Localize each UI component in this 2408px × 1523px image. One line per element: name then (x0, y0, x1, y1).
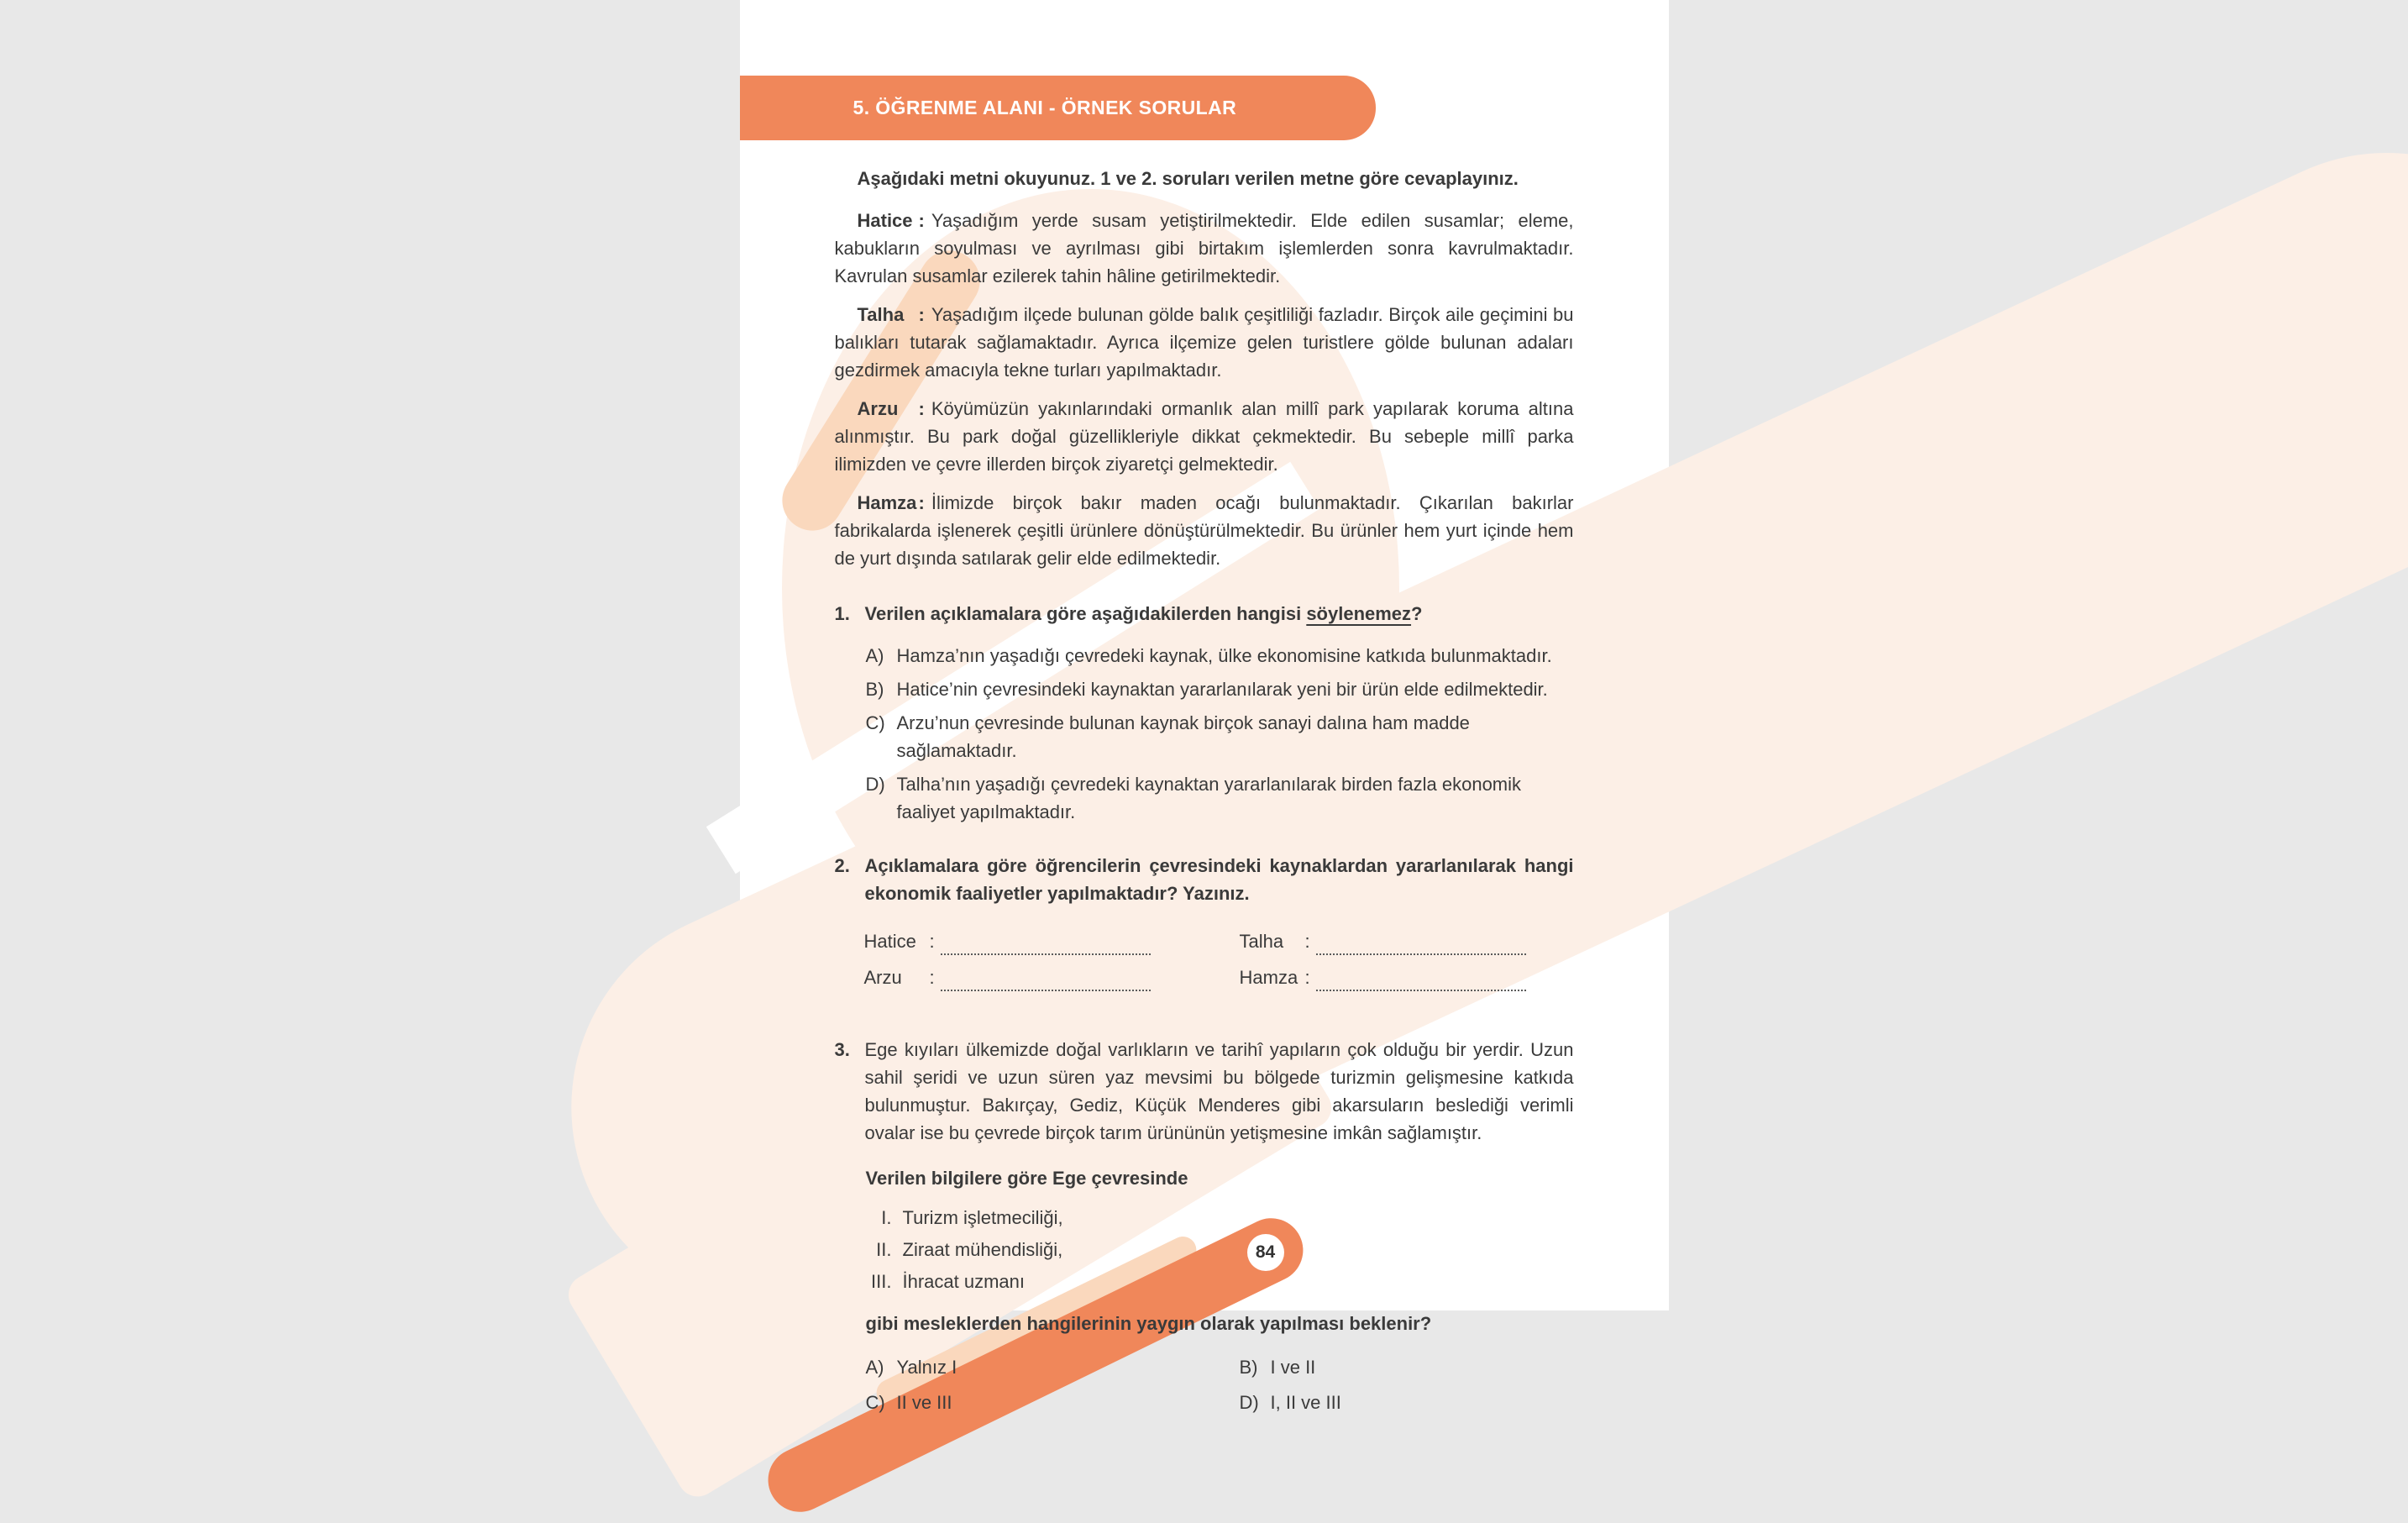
option-text: Talha’nın yaşadığı çevredeki kaynaktan yararlanılarak birden fazla ekonomik faaliyet yapılmaktadır. (896, 774, 1522, 822)
answer-line[interactable] (1316, 932, 1526, 955)
blank-colon: : (929, 931, 935, 952)
speech-talha (835, 301, 1574, 384)
blank-label: Hatice (863, 931, 916, 952)
question-text (865, 600, 1574, 628)
option-text: Hamza’nın yaşadığı çevredeki kaynak, ülke ekonomisine katkıda bulunmaktadır. (896, 645, 1552, 666)
option-letter: A) (865, 645, 884, 666)
page-number: 84 (1255, 1242, 1276, 1262)
document-page (740, 0, 1669, 1413)
speaker-colon: : (918, 304, 925, 325)
question-underlined-word: söylenemez (1306, 603, 1412, 624)
question-1-options (866, 642, 1574, 826)
list-item-1 (866, 1204, 1574, 1232)
blank-colon: : (1304, 931, 1310, 952)
option-text: Hatice’nin çevresindeki kaynaktan yararlanılarak yeni bir ürün elde edilmektedir. (896, 679, 1548, 700)
option-letter: B) (1239, 1357, 1258, 1378)
option-d (1240, 1389, 1574, 1416)
speaker-name: Talha (857, 304, 905, 325)
option-letter: B) (865, 679, 884, 700)
question-number: 2. (834, 855, 850, 876)
blank-label: Talha (1239, 931, 1284, 952)
answer-line[interactable] (941, 968, 1151, 991)
list-item-text: İhracat uzmanı (902, 1271, 1026, 1292)
option-a (866, 1353, 1240, 1381)
list-item-3 (866, 1268, 1574, 1295)
speech-hamza (835, 489, 1574, 572)
question-text-after: ? (1411, 603, 1423, 624)
question-3-options (866, 1353, 1574, 1416)
question-3-roman-list (866, 1204, 1574, 1295)
roman-numeral: I. (881, 1207, 892, 1228)
question-number: 3. (834, 1039, 850, 1060)
reading-instruction: Aşağıdaki metni okuyunuz. 1 ve 2. soruları verilen metne göre cevaplayınız. (857, 168, 1519, 189)
speech-text: Yaşadığım ilçede bulunan gölde balık çeşitliliği fazladır. Birçok aile geçimini bu balıkları tutarak sağlamaktadır. Ayrıca ilçemize gelen turistlere gölde bulunan adaları gezdirmek amacıyla tekne turları yapılmaktadır. (834, 304, 1574, 381)
option-letter: C) (865, 712, 885, 733)
option-text: I, II ve III (1270, 1392, 1341, 1413)
list-item-text: Ziraat mühendisliği, (902, 1239, 1063, 1260)
question-2-answer-blanks (864, 927, 1574, 991)
blank-label: Hamza (1239, 967, 1298, 988)
passage-text: Ege kıyıları ülkemizde doğal varlıkların ve tarihî yapıların çok olduğu bir yerdir. Uzun sahil şeridi ve uzun süren yaz mevsimi bu bölgede turizmin gelişmesine katkıda bulunmuştur. Bakırçay, Gediz, Küçük Menderes gibi akarsuların beslediği verimli ovalar ise bu çevrede birçok tarım ürününün yetişmesine imkân sağlamıştır. (864, 1039, 1574, 1143)
question-2-header (835, 852, 1574, 907)
answer-line[interactable] (1316, 968, 1526, 991)
speaker-colon: : (918, 398, 925, 419)
question-text: Açıklamalara göre öğrencilerin çevresindeki kaynaklardan yararlanılarak hangi ekonomik faaliyetler yapılmaktadır? Yazınız. (864, 855, 1574, 904)
question-text-before: Verilen açıklamalara göre aşağıdakilerden hangisi (864, 603, 1307, 624)
question-2 (835, 852, 1574, 991)
option-letter: C) (865, 1392, 885, 1413)
option-text: I ve II (1270, 1357, 1316, 1378)
answer-blank-talha (1240, 927, 1574, 955)
option-c (866, 1389, 1240, 1416)
option-text: II ve III (896, 1392, 952, 1413)
blank-colon: : (929, 967, 935, 988)
option-text: Yalnız I (896, 1357, 957, 1378)
speaker-colon: : (918, 210, 925, 231)
speech-hatice (835, 207, 1574, 290)
question-3-subheading: Verilen bilgilere göre Ege çevresinde (865, 1168, 1188, 1189)
answer-blank-arzu (864, 964, 1240, 991)
page-number-badge (1247, 1234, 1284, 1271)
roman-numeral: II. (876, 1239, 892, 1260)
option-c (866, 709, 1574, 764)
list-item-text: Turizm işletmeciliği, (902, 1207, 1063, 1228)
section-banner (740, 76, 1376, 140)
speaker-name: Hamza (857, 492, 917, 513)
list-item-2 (866, 1236, 1574, 1263)
option-b (1240, 1353, 1574, 1381)
page-content (835, 165, 1574, 1416)
question-number: 1. (834, 603, 850, 624)
question-3 (835, 1036, 1574, 1416)
blank-colon: : (1304, 967, 1310, 988)
option-letter: A) (865, 1357, 884, 1378)
speaker-colon: : (918, 492, 925, 513)
speaker-name: Hatice (857, 210, 913, 231)
option-letter: D) (1239, 1392, 1259, 1413)
answer-blank-hatice (864, 927, 1240, 955)
question-1 (835, 600, 1574, 826)
answer-blank-hamza (1240, 964, 1574, 991)
option-b (866, 675, 1574, 703)
blank-label: Arzu (863, 967, 902, 988)
speech-arzu (835, 395, 1574, 478)
option-text: Arzu’nun çevresinde bulunan kaynak birçok sanayi dalına ham madde sağlamaktadır. (896, 712, 1470, 761)
question-3-passage (835, 1036, 1574, 1147)
speech-text: Köyümüzün yakınlarındaki ormanlık alan millî park yapılarak koruma altına alınmıştır. Bu park doğal güzellikleriyle dikkat çekmektedir. Bu sebeple millî parka ilimizden ve çevre illerden birçok ziyaretçi gelmektedir. (834, 398, 1574, 475)
option-d (866, 770, 1574, 826)
answer-line[interactable] (941, 932, 1151, 955)
section-banner-title: 5. ÖĞRENME ALANI - ÖRNEK SORULAR (853, 97, 1237, 118)
question-1-header (835, 600, 1574, 628)
speaker-name: Arzu (857, 398, 899, 419)
speech-text: Yaşadığım yerde susam yetiştirilmektedir. Elde edilen susamlar; eleme, kabukların soyulması ve ayrılması gibi birtakım işlemlerden sonra kavrulmaktadır. Kavrulan susamlar ezilerek tahin hâline getirilmektedir. (834, 210, 1574, 286)
question-3-stem: gibi mesleklerden hangilerinin yaygın olarak yapılması beklenir? (865, 1313, 1432, 1334)
option-letter: D) (865, 774, 885, 795)
option-a (866, 642, 1574, 670)
speech-text: İlimizde birçok bakır maden ocağı bulunmaktadır. Çıkarılan bakırlar fabrikalarda işlenerek çeşitli ürünlere dönüştürülmektedir. Bu ürünler hem yurt içinde hem de yurt dışında satılarak gelir elde edilmektedir. (834, 492, 1574, 569)
roman-numeral: III. (871, 1271, 892, 1292)
